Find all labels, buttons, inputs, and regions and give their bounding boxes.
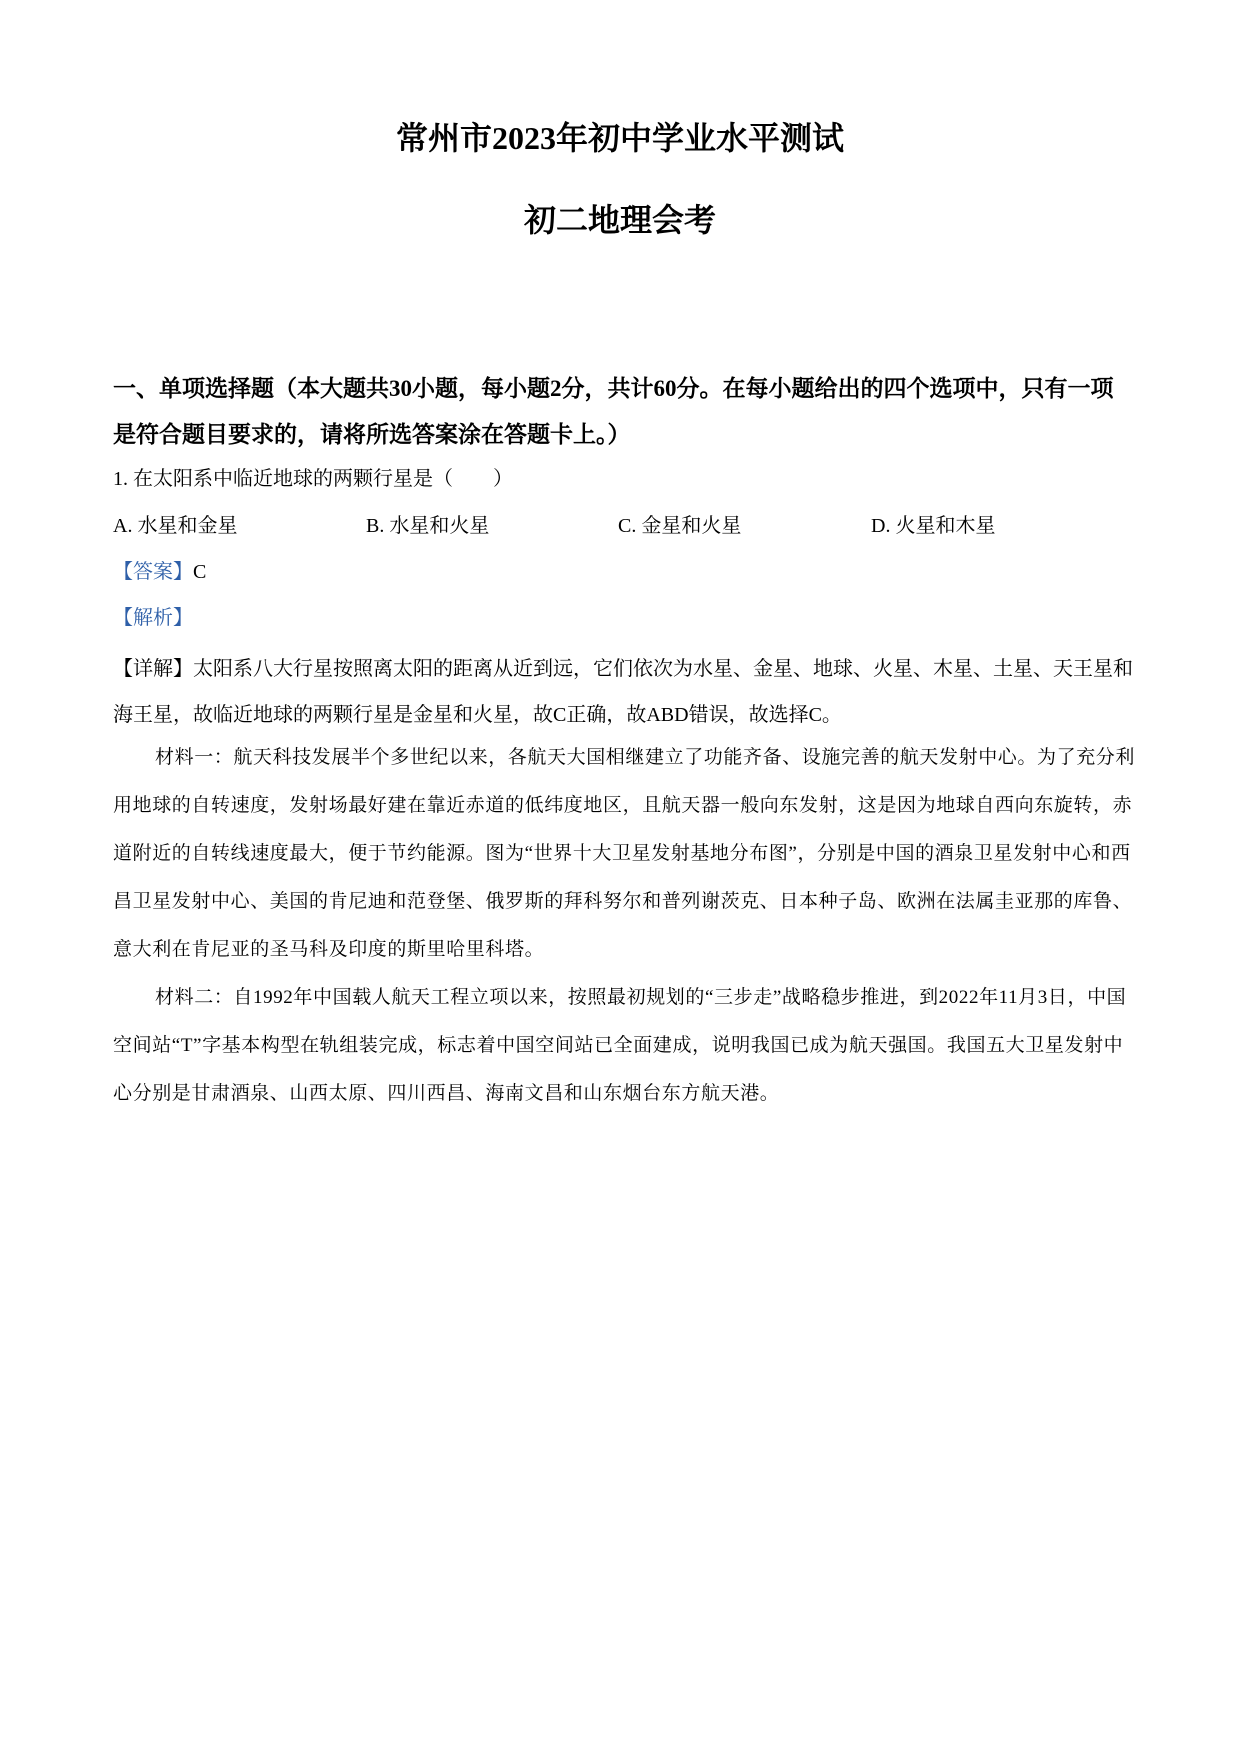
section-heading: 一、单项选择题（本大题共30小题，每小题2分，共计60分。在每小题给出的四个选项中，只有一项是符合题目要求的，请将所选答案涂在答题卡上。） (113, 376, 1114, 447)
material-one: 材料一：航天科技发展半个多世纪以来，各航天大国相继建立了功能齐备、设施完善的航天发射中心。为了充分利用地球的自转速度，发射场最好建在靠近赤道的低纬度地区，且航天器一般向东发射，这是因为地球自西向东旋转，赤道附近的自转线速度最大，便于节约能源。图为“世界十大卫星发射基地分布图”，分别是中国的酒泉卫星发射中心和西昌卫星发射中心、美国的肯尼迪和范登堡、俄罗斯的拜科努尔和普列谢茨克、日本种子岛、欧洲在法属圭亚那的库鲁、意大利在肯尼亚的圣马科及印度的斯里哈里科塔。 (113, 747, 1136, 960)
page-subtitle: 初二地理会考 (523, 202, 716, 238)
option-c: C. 金星和火星 (618, 515, 742, 537)
detail-explanation: 【详解】太阳系八大行星按照离太阳的距离从近到远，它们依次为水星、金星、地球、火星、木星、土星、天王星和海王星，故临近地球的两颗行星是金星和火星，故C正确，故ABD错误，故选择C。 (113, 658, 1133, 726)
answer-value: C (193, 561, 207, 583)
option-a: A. 水星和金星 (113, 515, 238, 537)
page-title: 常州市2023年初中学业水平测试 (395, 120, 844, 156)
analysis-tag: 【解析】 (113, 607, 193, 629)
option-b: B. 水星和火星 (366, 515, 490, 537)
analysis-line (113, 604, 193, 632)
answer-tag: 【答案】 (113, 561, 193, 583)
material-two: 材料二：自1992年中国载人航天工程立项以来，按照最初规划的“三步走”战略稳步推进，到2022年11月3日，中国空间站“T”字基本构型在轨组装完成，标志着中国空间站已全面建成，说明我国已成为航天强国。我国五大卫星发射中心分别是甘肃酒泉、山西太原、四川西昌、海南文昌和山东烟台东方航天港。 (113, 987, 1127, 1104)
answer-line (113, 558, 206, 586)
option-d: D. 火星和木星 (871, 515, 996, 537)
question-stem: 1. 在太阳系中临近地球的两颗行星是（ ） (113, 468, 513, 490)
